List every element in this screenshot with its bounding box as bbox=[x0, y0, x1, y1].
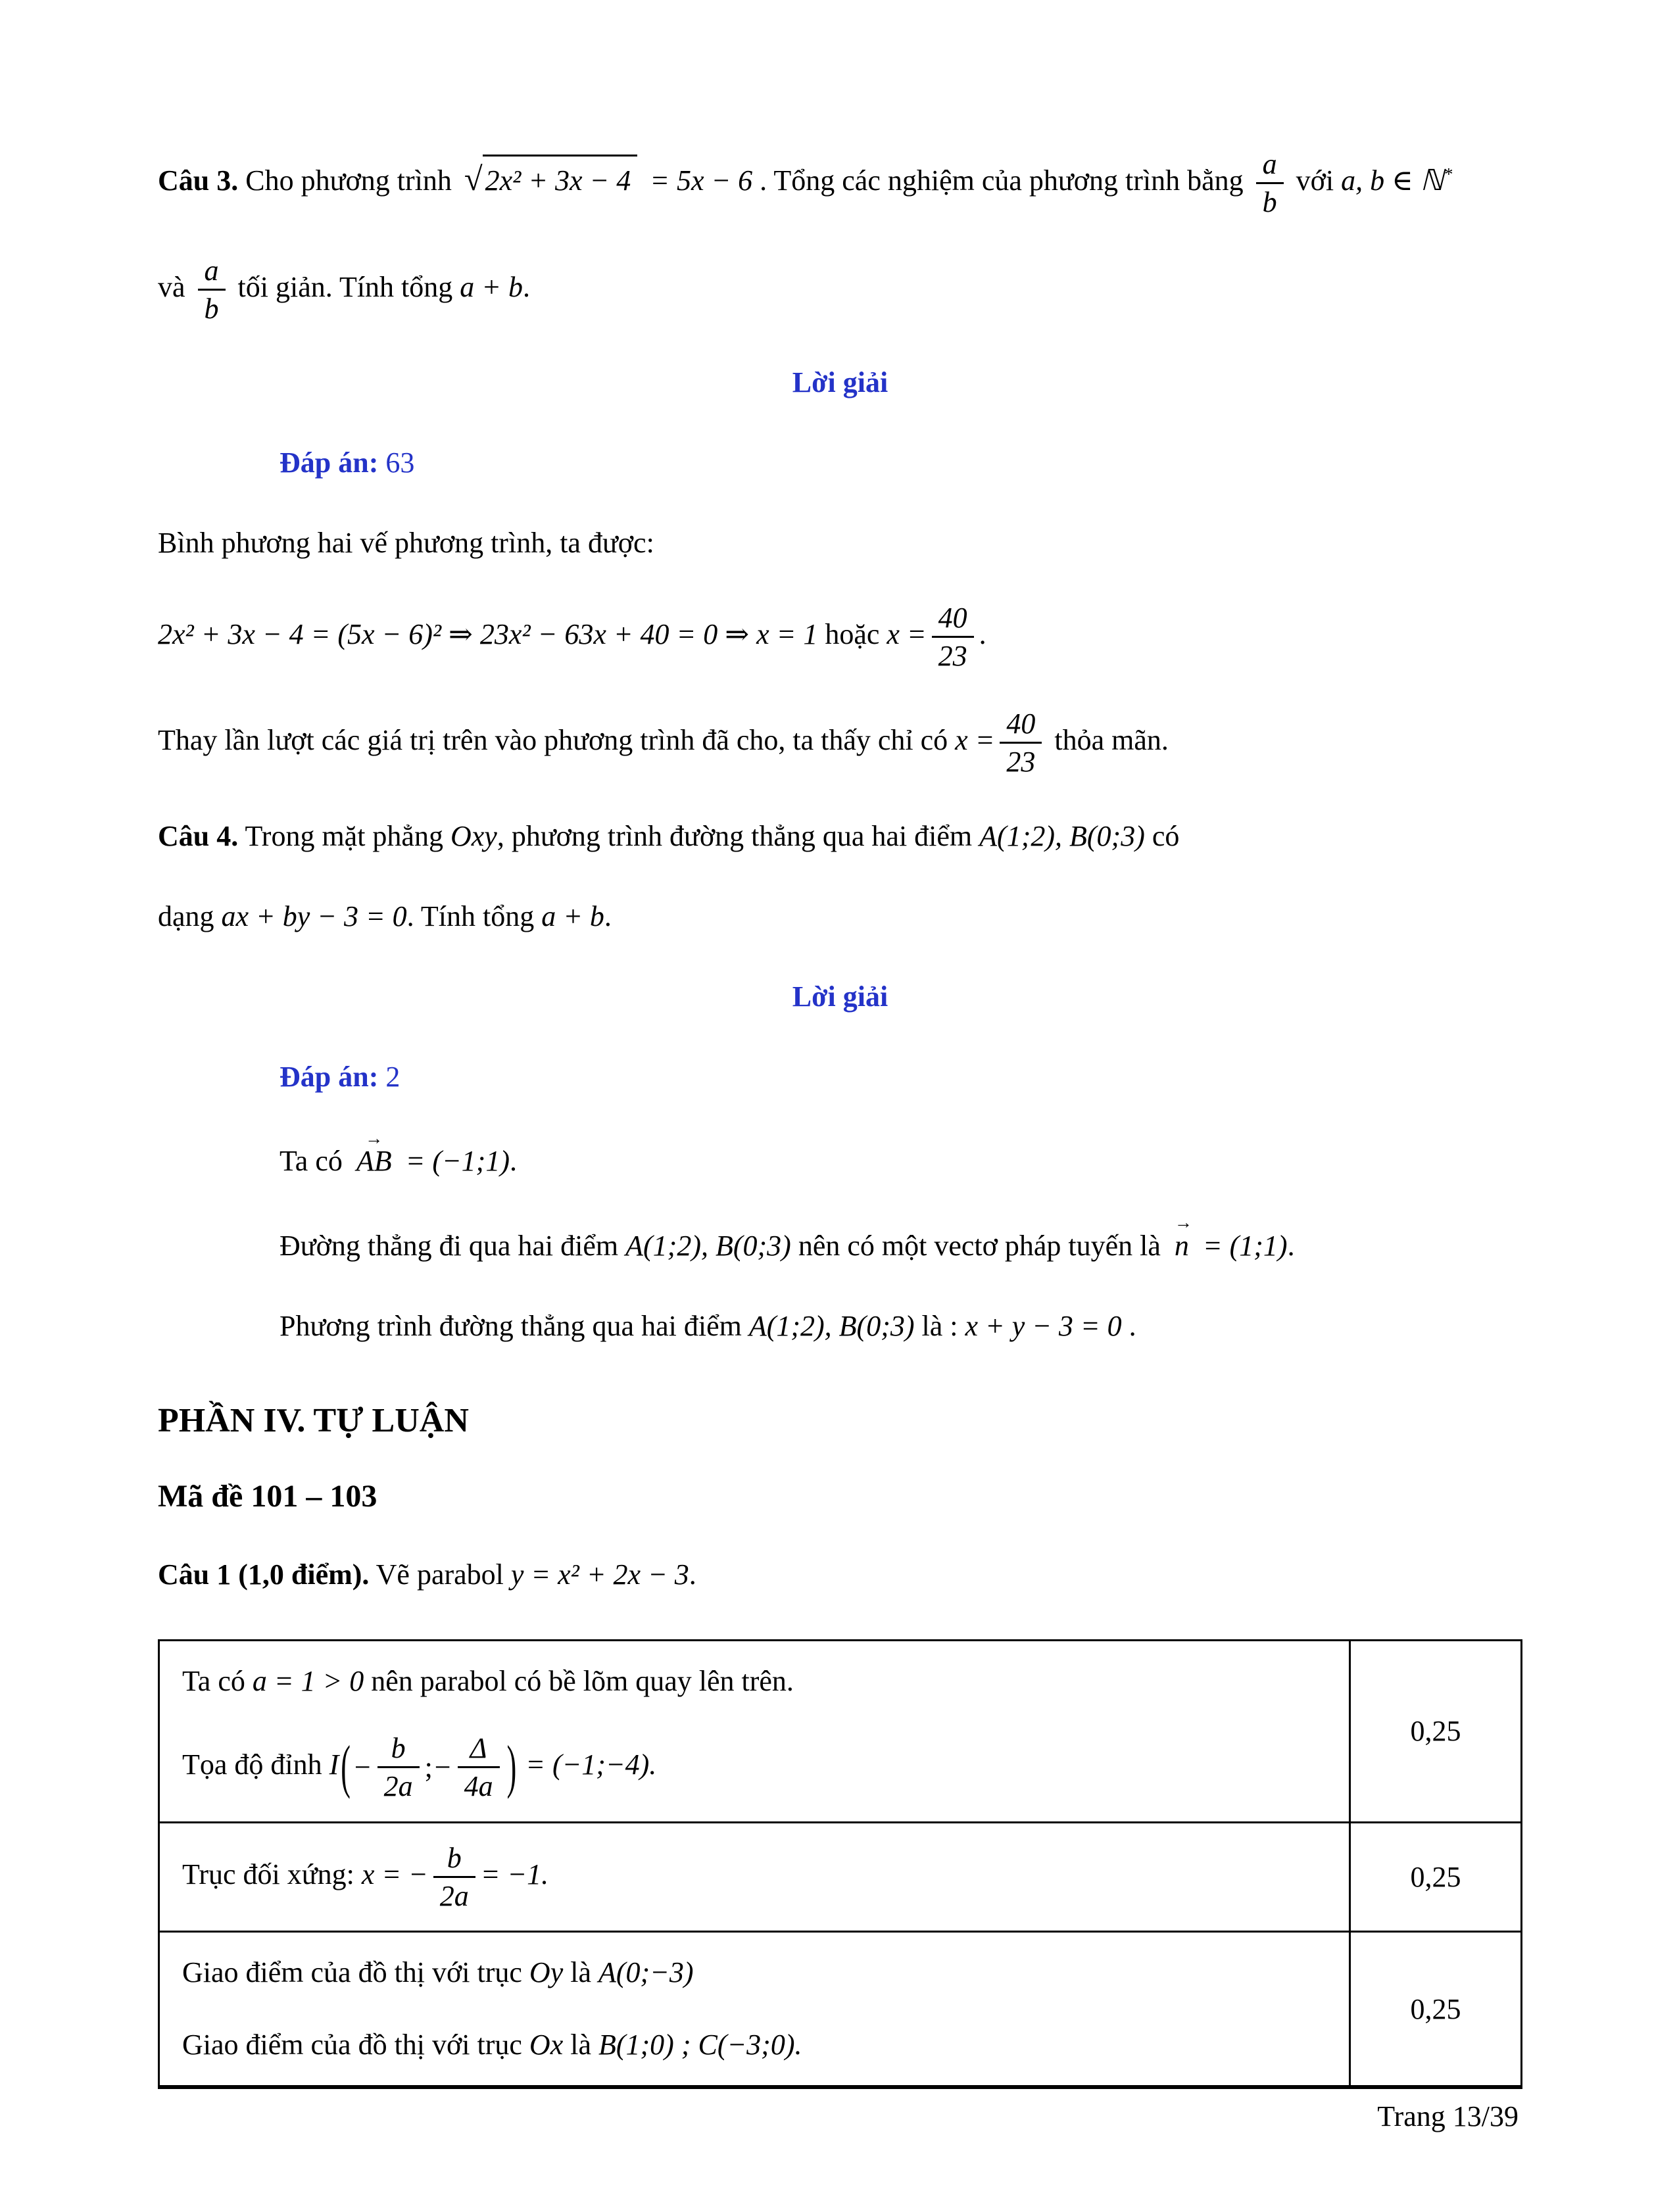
vector-n bbox=[1174, 1212, 1193, 1268]
cau1-parabola-equation: y = x² + 2x − 3 bbox=[510, 1558, 689, 1591]
ma-de-value: 101 – 103 bbox=[251, 1479, 377, 1514]
dap-an-label: Đáp án: bbox=[280, 1061, 379, 1094]
sol-text-taco: Ta có bbox=[280, 1145, 343, 1178]
cau4-text-1: Trong mặt phẳng bbox=[245, 819, 443, 852]
dap-an-value: 2 bbox=[385, 1061, 401, 1094]
cau1-label: Câu 1 (1,0 điểm). bbox=[158, 1558, 370, 1591]
cau4-text-6: . bbox=[604, 900, 612, 932]
axis-oy: Oy bbox=[529, 1956, 564, 1989]
fraction-b-2a-2 bbox=[433, 1842, 475, 1913]
fraction-denominator: b bbox=[1262, 186, 1277, 219]
check-text-c: thỏa mãn. bbox=[1054, 724, 1169, 757]
cau4-text-2: , phương trình đường thẳng qua hai điểm bbox=[497, 819, 973, 852]
sol-period-2: . bbox=[1287, 1229, 1295, 1262]
dap-an-label: Đáp án: bbox=[280, 446, 379, 479]
cau3-text-1: Cho phương trình bbox=[245, 164, 452, 197]
loi-giai-heading-2: Lời giải bbox=[792, 980, 888, 1013]
cau4-text-4: dạng bbox=[158, 900, 214, 932]
check-x-equals: x = bbox=[955, 724, 995, 757]
sol-period-3: . bbox=[1129, 1309, 1136, 1342]
sqrt-body: 2x² + 3x − 4 bbox=[483, 155, 638, 203]
cau4-sum-expr: a + b bbox=[541, 900, 604, 932]
fraction-b-2a bbox=[377, 1732, 420, 1803]
sol-text-3b: là : bbox=[921, 1309, 958, 1342]
cau3-natural-set bbox=[1341, 164, 1452, 197]
row3-line2 bbox=[182, 2023, 1326, 2067]
section-heading-phan-iv: PHẦN IV. TỰ LUẬN bbox=[158, 1402, 469, 1439]
vertex-symbol: I bbox=[329, 1748, 339, 1781]
fraction-denominator: 23 bbox=[938, 639, 967, 672]
cau4-points: A(1;2), B(0;3) bbox=[979, 819, 1145, 852]
natural-set-body: a, b ∈ ℕ bbox=[1341, 164, 1444, 197]
table-row bbox=[159, 1822, 1522, 1932]
vector-AB bbox=[356, 1128, 392, 1184]
page-number: Trang 13/39 bbox=[1377, 2100, 1519, 2133]
cau4-statement-line2 bbox=[158, 894, 1522, 939]
vector-AB-value: = (−1;1) bbox=[405, 1145, 510, 1178]
natural-set-star: * bbox=[1443, 164, 1453, 184]
vector-n-value: = (1;1) bbox=[1202, 1229, 1288, 1262]
fraction-numerator: b bbox=[377, 1732, 420, 1768]
vector-arrow-icon: → bbox=[1174, 1212, 1193, 1232]
vector-n-body: n bbox=[1174, 1229, 1189, 1262]
fraction-delta-4a bbox=[458, 1732, 500, 1803]
cau1-statement bbox=[158, 1552, 1522, 1597]
table-cell-work-3 bbox=[159, 1932, 1350, 2086]
equation-part-b: ⇒ 23x² − 63x + 40 = 0 bbox=[449, 617, 718, 650]
equation-part-a: 2x² + 3x − 4 = (5x − 6)² bbox=[158, 617, 442, 650]
fraction-denominator: 4a bbox=[464, 1770, 493, 1803]
big-paren-left: ( bbox=[341, 1733, 351, 1800]
loi-giai-heading-1: Lời giải bbox=[792, 366, 888, 399]
table-cell-score-3: 0,25 bbox=[1350, 1932, 1522, 2086]
cau4-solution-line1 bbox=[280, 1128, 1522, 1184]
table-cell-work-1 bbox=[159, 1641, 1350, 1823]
r3-text-b2: là bbox=[570, 2029, 591, 2061]
vector-arrow-icon: → bbox=[365, 1128, 383, 1148]
cau3-text-5: và bbox=[158, 270, 185, 303]
equation-part-c: ⇒ x = 1 bbox=[725, 617, 818, 650]
cau4-solution-line2 bbox=[280, 1212, 1522, 1268]
cau3-text-2: . Tổng các nghiệm của phương trình bằng bbox=[760, 164, 1244, 197]
cau3-equation-line bbox=[158, 602, 1522, 673]
table-cell-score-1: 0,25 bbox=[1350, 1641, 1522, 1823]
r1-text-a1: Ta có bbox=[182, 1665, 245, 1698]
semicolon: ; bbox=[424, 1750, 433, 1783]
cau3-label: Câu 3. bbox=[158, 164, 239, 197]
axis-ox: Ox bbox=[529, 2029, 564, 2061]
r1-text-a3: nên parabol có bề lõm quay lên trên. bbox=[371, 1665, 794, 1698]
fraction-denominator: 2a bbox=[383, 1770, 413, 1803]
fraction-denominator: 23 bbox=[1006, 746, 1036, 779]
cau3-text-6: tối giản. Tính tổng bbox=[237, 270, 453, 303]
table-cell-score-2: 0,25 bbox=[1350, 1822, 1522, 1932]
fraction-a-b-2 bbox=[198, 254, 226, 325]
cau3-text-3: với bbox=[1296, 164, 1334, 197]
cau3-statement-line2 bbox=[158, 254, 1522, 325]
equation-word-hoac: hoặc bbox=[825, 617, 880, 650]
axis-eq-right: = −1. bbox=[480, 1858, 549, 1890]
cau4-solution-line3 bbox=[280, 1304, 1522, 1349]
fraction-numerator: Δ bbox=[458, 1732, 500, 1768]
cau1-text: Vẽ parabol bbox=[376, 1558, 504, 1591]
table-row bbox=[159, 1932, 1522, 2086]
vector-AB-body: AB bbox=[356, 1145, 392, 1178]
fraction-40-23-2 bbox=[1000, 708, 1042, 779]
r3-text-b1: Giao điểm của đồ thị với trục bbox=[182, 2029, 522, 2061]
row3-line1 bbox=[182, 1951, 1326, 1994]
vertex-value: = (−1;−4). bbox=[525, 1748, 657, 1781]
fraction-numerator: a bbox=[198, 254, 226, 291]
cau4-statement-line1 bbox=[158, 814, 1522, 859]
sol-final-equation: x + y − 3 = 0 bbox=[965, 1309, 1122, 1342]
cau4-label: Câu 4. bbox=[158, 819, 239, 852]
fraction-denominator: 2a bbox=[439, 1879, 469, 1912]
cau3-text-8: . bbox=[522, 270, 530, 303]
cau4-text-5: . Tính tổng bbox=[406, 900, 535, 932]
sol-text-2a: Đường thẳng đi qua hai điểm bbox=[280, 1229, 619, 1262]
cau4-oxy: Oxy bbox=[450, 819, 497, 852]
cau3-eq-rhs: = 5x − 6 bbox=[650, 164, 753, 197]
sol-points-3: A(1;2), B(0;3) bbox=[748, 1309, 915, 1342]
r1-condition: a = 1 > 0 bbox=[252, 1665, 364, 1698]
ma-de-line bbox=[158, 1478, 1522, 1514]
radical-icon: √ bbox=[464, 160, 483, 197]
intersection-ox-points: B(1;0) ; C(−3;0). bbox=[598, 2029, 802, 2061]
big-paren-right: ) bbox=[506, 1733, 517, 1800]
dap-an-line-1 bbox=[280, 441, 1522, 485]
fraction-numerator: 40 bbox=[932, 602, 974, 638]
dap-an-value: 63 bbox=[385, 446, 415, 479]
check-text-a: Thay lần lượt các giá trị trên vào phương trình đã cho, ta thấy chỉ có bbox=[158, 724, 948, 757]
cau4-line-equation: ax + by − 3 = 0 bbox=[221, 900, 407, 932]
minus-sign: − bbox=[432, 1750, 452, 1783]
equation-part-d: x = bbox=[887, 617, 927, 650]
r2-text-a: Trục đối xứng: bbox=[182, 1858, 354, 1890]
grading-table bbox=[158, 1639, 1522, 2087]
cau4-text-3: có bbox=[1152, 819, 1180, 852]
dap-an-line-2 bbox=[280, 1055, 1522, 1099]
sol-points-2: A(1;2), B(0;3) bbox=[625, 1229, 791, 1262]
fraction-40-23 bbox=[932, 602, 974, 673]
cau3-solution-intro: Bình phương hai vế phương trình, ta được: bbox=[158, 527, 654, 560]
sol-text-3a: Phương trình đường thẳng qua hai điểm bbox=[280, 1309, 742, 1342]
fraction-denominator: b bbox=[204, 292, 219, 325]
r3-text-a2: là bbox=[570, 1956, 591, 1989]
page-footer bbox=[158, 2087, 1522, 2133]
cau1-period: . bbox=[689, 1558, 696, 1591]
fraction-numerator: b bbox=[433, 1842, 475, 1878]
row1-line2 bbox=[182, 1732, 1326, 1803]
sqrt-expression bbox=[464, 153, 637, 204]
ma-de-label: Mã đề bbox=[158, 1479, 243, 1514]
minus-sign: − bbox=[352, 1750, 372, 1783]
cau3-check-line bbox=[158, 708, 1522, 779]
equation-period: . bbox=[979, 617, 986, 650]
cau3-sum-expr: a + b bbox=[460, 270, 523, 303]
sol-period-1: . bbox=[509, 1145, 517, 1178]
sol-text-2b: nên có một vectơ pháp tuyến là bbox=[798, 1229, 1161, 1262]
row2-line1 bbox=[182, 1842, 1326, 1913]
table-row bbox=[159, 1641, 1522, 1823]
intersection-oy-point: A(0;−3) bbox=[598, 1956, 694, 1989]
fraction-numerator: 40 bbox=[1000, 708, 1042, 744]
r1-text-b1: Tọa độ đỉnh bbox=[182, 1748, 322, 1781]
row1-line1 bbox=[182, 1660, 1326, 1703]
cau3-statement-line1 bbox=[158, 148, 1522, 219]
table-cell-work-2 bbox=[159, 1822, 1350, 1932]
fraction-a-b bbox=[1256, 148, 1284, 219]
axis-eq-left: x = − bbox=[361, 1858, 428, 1890]
fraction-numerator: a bbox=[1256, 148, 1284, 184]
r3-text-a1: Giao điểm của đồ thị với trục bbox=[182, 1956, 522, 1989]
